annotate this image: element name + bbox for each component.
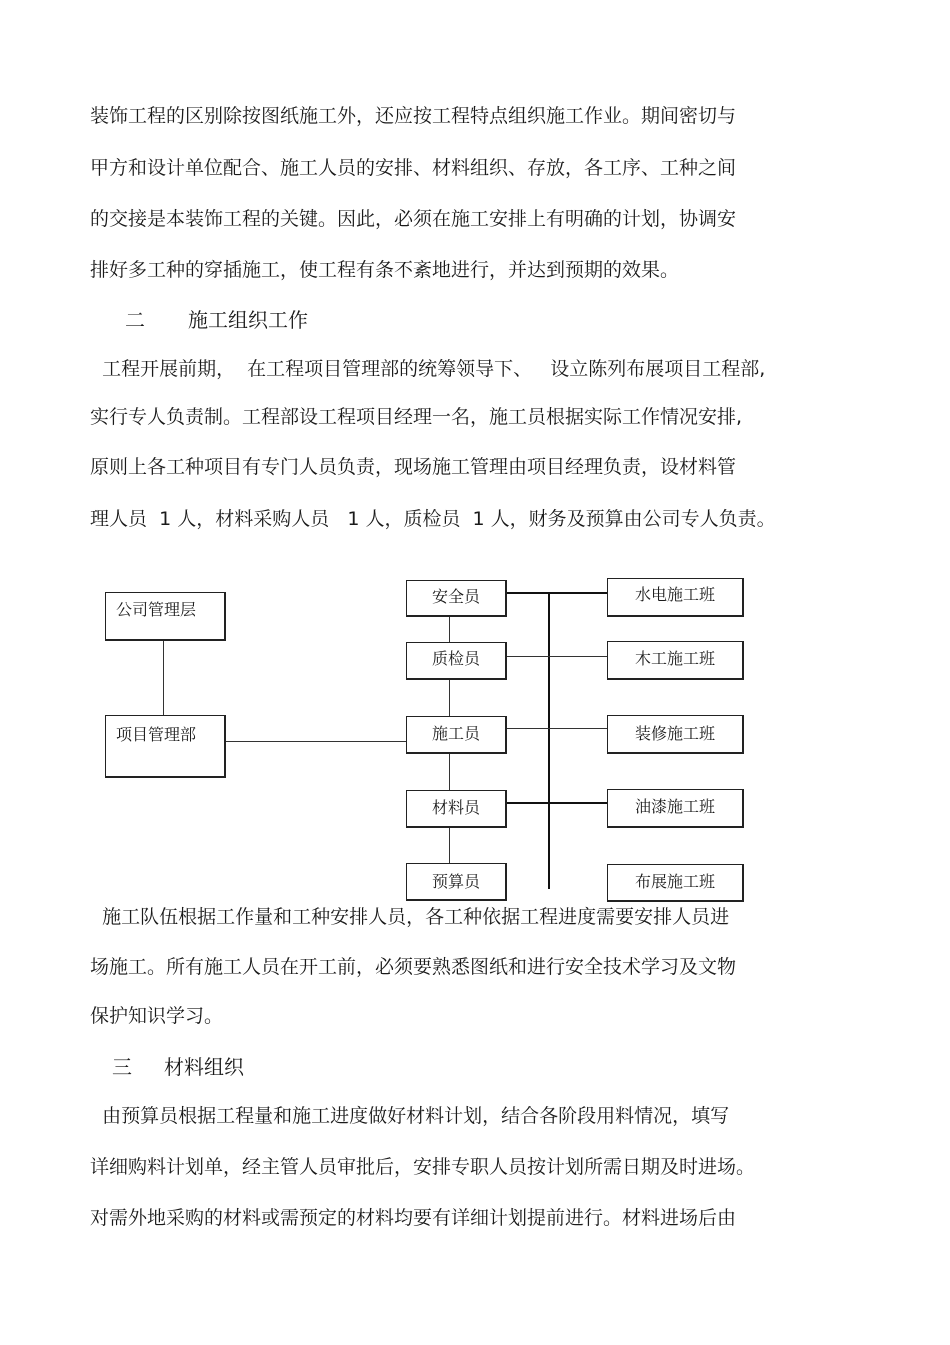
connector-line [507, 802, 607, 804]
text-line: 保护知识学习。 [90, 1005, 224, 1027]
staff-label: 安全员 [431, 587, 480, 606]
connector-line [226, 741, 406, 742]
company-box [105, 592, 226, 641]
staff-box [406, 642, 507, 680]
section-number: 三 [112, 1055, 132, 1079]
text-line: 的交接是本装饰工程的关键。因此，必须在施工安排上有明确的计划，协调安 [90, 208, 737, 230]
text-line: 对需外地采购的材料或需预定的材料均要有详细计划提前进行。材料进场后由 [90, 1207, 737, 1229]
team-label: 木工施工班 [634, 649, 715, 668]
team-label: 水电施工班 [634, 585, 715, 604]
connector-line [507, 656, 607, 657]
team-box [607, 578, 744, 617]
team-label: 油漆施工班 [634, 797, 715, 816]
team-label: 布展施工班 [634, 872, 715, 891]
team-box [607, 789, 744, 828]
staff-label: 预算员 [431, 872, 480, 891]
section-number: 二 [125, 308, 145, 332]
connector-line [507, 592, 607, 594]
staff-box [406, 580, 507, 617]
text-line: 甲方和设计单位配合、施工人员的安排、材料组织、存放，各工序、工种之间 [90, 157, 737, 179]
text-line: 详细购料计划单，经主管人员审批后，安排专职人员按计划所需日期及时进场。 [90, 1156, 756, 1178]
staff-box [406, 790, 507, 828]
staff-box [406, 716, 507, 754]
text-line: 原则上各工种项目有专门人员负责，现场施工管理由项目经理负责，设材料管 [90, 456, 737, 478]
project-dept-box [105, 715, 226, 778]
section-title: 材料组织 [164, 1055, 244, 1079]
connector-line [507, 728, 607, 729]
staff-label: 质检员 [431, 649, 480, 668]
text-line: 排好多工种的穿插施工，使工程有条不紊地进行，并达到预期的效果。 [90, 259, 680, 281]
trunk-line [548, 592, 550, 889]
text-line: 由预算员根据工程量和施工进度做好材料计划，结合各阶段用料情况，填写 [90, 1105, 730, 1127]
project-dept-label: 项目管理部 [116, 725, 197, 744]
company-label: 公司管理层 [116, 600, 197, 619]
text-line: 工程开展前期， 在工程项目管理部的统筹领导下、 设立陈列布展项目工程部, [90, 358, 766, 380]
text-line: 理人员 1 人，材料采购人员 1 人，质检员 1 人，财务及预算由公司专人负责。 [90, 508, 776, 530]
staff-label: 材料员 [431, 798, 480, 817]
team-label: 装修施工班 [634, 724, 715, 743]
text-line: 场施工。所有施工人员在开工前，必须要熟悉图纸和进行安全技术学习及文物 [90, 956, 737, 978]
text-line: 装饰工程的区别除按图纸施工外，还应按工程特点组织施工作业。期间密切与 [90, 105, 737, 127]
team-box [607, 715, 744, 754]
text-line: 实行专人负责制。工程部设工程项目经理一名，施工员根据实际工作情况安排, [90, 406, 743, 428]
staff-box [406, 863, 507, 901]
section-title: 施工组织工作 [188, 308, 308, 332]
staff-label: 施工员 [431, 724, 480, 743]
team-box [607, 864, 744, 902]
team-box [607, 641, 744, 680]
text-line: 施工队伍根据工作量和工种安排人员，各工种依据工程进度需要安排人员进 [90, 906, 730, 928]
connector-line [163, 641, 164, 715]
